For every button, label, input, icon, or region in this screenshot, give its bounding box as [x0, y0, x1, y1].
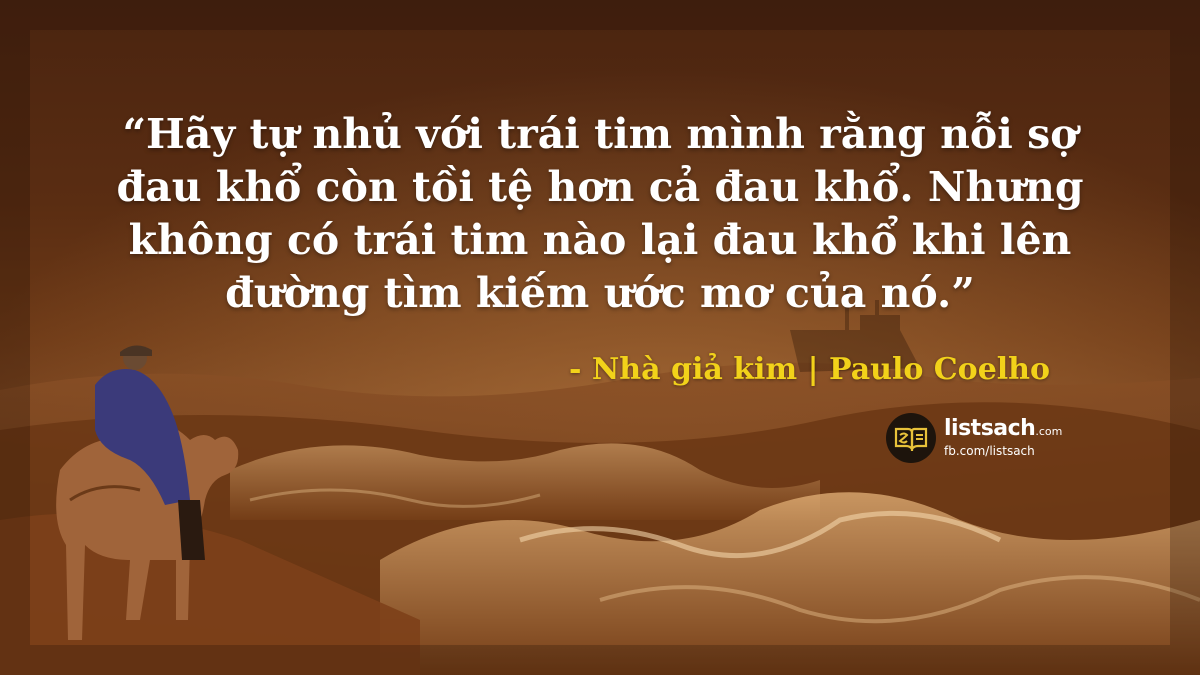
quote-attribution: - Nhà giả kim | Paulo Coelho: [568, 352, 1050, 387]
brand-name: listsach.com: [944, 416, 1063, 441]
book-logo-icon: [886, 413, 936, 463]
quote-line: “Hãy tự nhủ với trái tim mình rằng nỗi sợ: [122, 110, 1078, 158]
brand-logo[interactable]: [886, 412, 1066, 464]
brand-facebook-link[interactable]: fb.com/listsach: [944, 444, 1035, 458]
quote-line: đường tìm kiếm ước mơ của nó.”: [225, 269, 975, 317]
quote-line: đau khổ còn tồi tệ hơn cả đau khổ. Nhưng: [116, 163, 1084, 211]
quote-line: không có trái tim nào lại đau khổ khi lên: [128, 216, 1072, 264]
brand-text: [944, 417, 1062, 459]
quote-text: [100, 108, 1100, 320]
